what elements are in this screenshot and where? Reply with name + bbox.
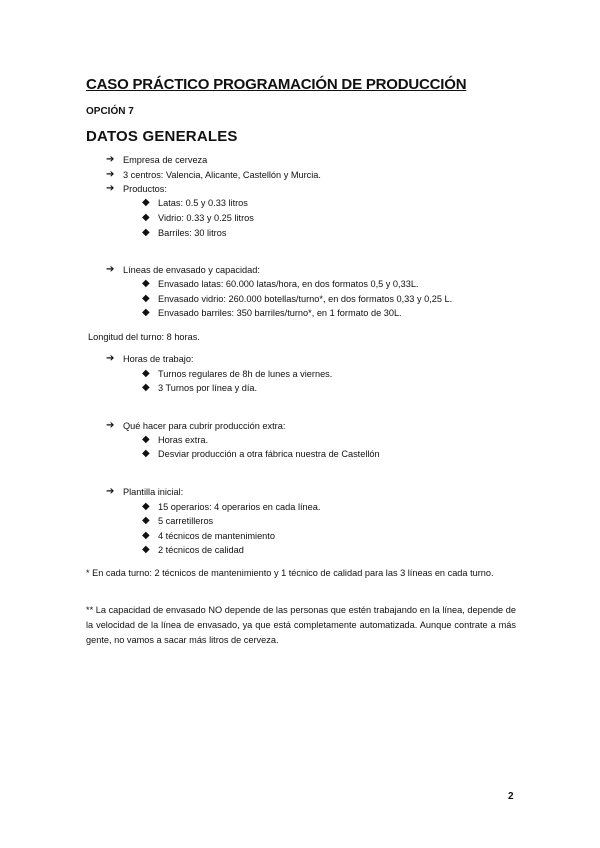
diamond-icon: ◆ — [142, 448, 150, 459]
line-item: Envasado vidrio: 260.000 botellas/turno*, en dos formatos 0,33 y 0,25 L. — [158, 294, 453, 304]
section-heading: DATOS GENERALES — [86, 128, 238, 145]
arrow-icon: ➔ — [106, 353, 115, 364]
staff-item: 5 carretilleros — [158, 516, 214, 526]
extra-item: Desviar producción a otra fábrica nuestra de Castellón — [158, 449, 380, 459]
shift-length: Longitud del turno: 8 horas. — [88, 332, 200, 342]
bullet-products: Productos: — [123, 184, 167, 194]
staff-item: 4 técnicos de mantenimiento — [158, 531, 275, 541]
staff-item: 15 operarios: 4 operarios en cada línea. — [158, 502, 321, 512]
extra-item: Horas extra. — [158, 435, 209, 445]
diamond-icon: ◆ — [142, 307, 150, 318]
diamond-icon: ◆ — [142, 212, 150, 223]
diamond-icon: ◆ — [142, 278, 150, 289]
bullet-extra: Qué hacer para cubrir producción extra: — [123, 421, 286, 431]
bullet-hours: Horas de trabajo: — [123, 354, 194, 364]
diamond-icon: ◆ — [142, 434, 150, 445]
arrow-icon: ➔ — [106, 183, 115, 194]
arrow-icon: ➔ — [106, 486, 115, 497]
diamond-icon: ◆ — [142, 368, 150, 379]
diamond-icon: ◆ — [142, 293, 150, 304]
hours-item: Turnos regulares de 8h de lunes a viernes. — [158, 369, 333, 379]
footnote-shift: * En cada turno: 2 técnicos de mantenimiento y 1 técnico de calidad para las 3 líneas en cada turno. — [86, 568, 494, 578]
line-item: Envasado latas: 60.000 latas/hora, en dos formatos 0,5 y 0,33L. — [158, 279, 419, 289]
diamond-icon: ◆ — [142, 501, 150, 512]
arrow-icon: ➔ — [106, 169, 115, 180]
arrow-icon: ➔ — [106, 264, 115, 275]
line-item: Envasado barriles: 350 barriles/turno*, en 1 formato de 30L. — [158, 308, 402, 318]
diamond-icon: ◆ — [142, 530, 150, 541]
diamond-icon: ◆ — [142, 544, 150, 555]
option-label: OPCIÓN 7 — [86, 106, 134, 117]
bullet-company: Empresa de cerveza — [123, 155, 208, 165]
product-item: Barriles: 30 litros — [158, 228, 227, 238]
diamond-icon: ◆ — [142, 515, 150, 526]
product-item: Latas: 0.5 y 0.33 litros — [158, 198, 248, 208]
page-number: 2 — [508, 791, 514, 802]
staff-item: 2 técnicos de calidad — [158, 545, 244, 555]
bullet-centers: 3 centros: Valencia, Alicante, Castellón y Murcia. — [123, 170, 321, 180]
hours-item: 3 Turnos por línea y día. — [158, 383, 258, 393]
bullet-staff: Plantilla inicial: — [123, 487, 184, 497]
diamond-icon: ◆ — [142, 197, 150, 208]
arrow-icon: ➔ — [106, 154, 115, 165]
arrow-icon: ➔ — [106, 420, 115, 431]
footnote-capacity: ** La capacidad de envasado NO depende de las personas que estén trabajando en la línea, depende de la velocidad de la línea de envasado, ya que está completamente automatizada. Aunque contrate a más gente, no vamos a sacar más litros de cerveza. — [86, 605, 516, 645]
diamond-icon: ◆ — [142, 227, 150, 238]
diamond-icon: ◆ — [142, 382, 150, 393]
bullet-lines: Líneas de envasado y capacidad: — [123, 265, 260, 275]
product-item: Vidrio: 0.33 y 0.25 litros — [158, 213, 254, 223]
document-title: CASO PRÁCTICO PROGRAMACIÓN DE PRODUCCIÓN — [86, 76, 467, 93]
